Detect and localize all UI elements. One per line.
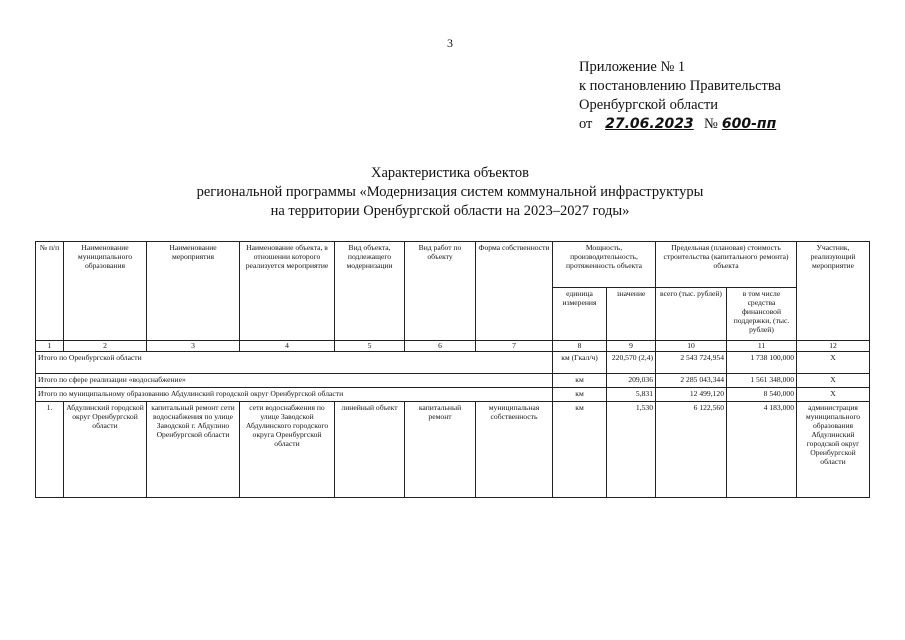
document-title: [150, 164, 750, 221]
row-value: 1,530: [607, 402, 656, 498]
header-row-1: [36, 242, 870, 288]
summary-label: Итого по Оренбургской области: [36, 352, 553, 374]
number-prefix: №: [704, 116, 718, 132]
summary-total: 2 285 043,344: [656, 374, 727, 388]
summary-support: 1 738 100,000: [727, 352, 797, 374]
appendix-date-line: [579, 115, 781, 134]
page-number: 3: [447, 36, 453, 50]
row-object: сети водоснабжения по улице Заводской Абдулинского городского округа Оренбургской области: [240, 402, 335, 498]
row-participant: администрация муниципального образования Абдулинский городской округ Оренбургской области: [797, 402, 870, 498]
summary-row: [36, 388, 870, 402]
column-number: 8: [553, 341, 607, 352]
column-number: 9: [607, 341, 656, 352]
handwritten-number: 600-пп: [721, 116, 777, 132]
column-number: 1: [36, 341, 64, 352]
summary-label: Итого по сфере реализации «водоснабжение»: [36, 374, 553, 388]
summary-value: 220,570 (2,4): [607, 352, 656, 374]
column-number: 4: [240, 341, 335, 352]
column-number: 7: [476, 341, 553, 352]
header-support: в том числе средства финансовой поддержки, (тыс. рублей): [727, 288, 797, 341]
header-participant: Участник, реализующий мероприятие: [797, 242, 870, 341]
row-municipality: Абдулинский городской округ Оренбургской области: [64, 402, 147, 498]
header-municipality: Наименование муниципального образования: [64, 242, 147, 341]
row-support: 4 183,000: [727, 402, 797, 498]
header-unit: единица измерения: [553, 288, 607, 341]
column-number-row: [36, 341, 870, 352]
table-row: [36, 402, 870, 498]
header-number: № п/п: [36, 242, 64, 341]
appendix-block: [579, 58, 781, 134]
summary-support: 1 561 348,000: [727, 374, 797, 388]
row-total: 6 122,560: [656, 402, 727, 498]
summary-label: Итого по муниципальному образованию Абдулинский городской округ Оренбургской области: [36, 388, 553, 402]
column-number: 10: [656, 341, 727, 352]
summary-row: [36, 374, 870, 388]
summary-support: 8 540,000: [727, 388, 797, 402]
summary-value: 209,036: [607, 374, 656, 388]
header-cost: Предельная (плановая) стоимость строительства (капитального ремонта) объекта: [656, 242, 797, 288]
objects-table: [35, 241, 870, 498]
header-ownership: Форма собственности: [476, 242, 553, 341]
appendix-line-2: к постановлению Правительства: [579, 78, 781, 94]
header-capacity: Мощность, производительность, протяженность объекта: [553, 242, 656, 288]
header-measure: Наименование мероприятия: [147, 242, 240, 341]
row-number: 1.: [36, 402, 64, 498]
row-work-type: капитальный ремонт: [405, 402, 476, 498]
summary-unit: км (Гкал/ч): [553, 352, 607, 374]
handwritten-date: 27.06.2023: [605, 116, 694, 132]
column-number: 12: [797, 341, 870, 352]
header-work-type: Вид работ по объекту: [405, 242, 476, 341]
column-number: 11: [727, 341, 797, 352]
title-line-1: Характеристика объектов: [371, 165, 529, 181]
header-object: Наименование объекта, в отношении которого реализуется мероприятие: [240, 242, 335, 341]
summary-total: 12 499,120: [656, 388, 727, 402]
header-object-type: Вид объекта, подлежащего модернизации: [335, 242, 405, 341]
header-total: всего (тыс. рублей): [656, 288, 727, 341]
summary-participant: Х: [797, 388, 870, 402]
summary-participant: Х: [797, 352, 870, 374]
title-line-3: на территории Оренбургской области на 2023–2027 годы»: [270, 203, 630, 219]
header-value: значение: [607, 288, 656, 341]
title-line-2: региональной программы «Модернизация систем коммунальной инфраструктуры: [196, 184, 704, 200]
column-number: 6: [405, 341, 476, 352]
appendix-line-1: Приложение № 1: [579, 59, 686, 75]
summary-unit: км: [553, 374, 607, 388]
summary-participant: Х: [797, 374, 870, 388]
summary-total: 2 543 724,954: [656, 352, 727, 374]
row-unit: км: [553, 402, 607, 498]
summary-unit: км: [553, 388, 607, 402]
column-number: 2: [64, 341, 147, 352]
column-number: 5: [335, 341, 405, 352]
summary-value: 5,831: [607, 388, 656, 402]
row-ownership: муниципальная собственность: [476, 402, 553, 498]
column-number: 3: [147, 341, 240, 352]
row-object-type: линейный объект: [335, 402, 405, 498]
appendix-line-3: Оренбургской области: [579, 97, 719, 113]
date-prefix: от: [579, 116, 593, 132]
summary-row: [36, 352, 870, 374]
row-measure: капитальный ремонт сети водоснабжения по улице Заводской г. Абдулино Оренбургской области: [147, 402, 240, 498]
